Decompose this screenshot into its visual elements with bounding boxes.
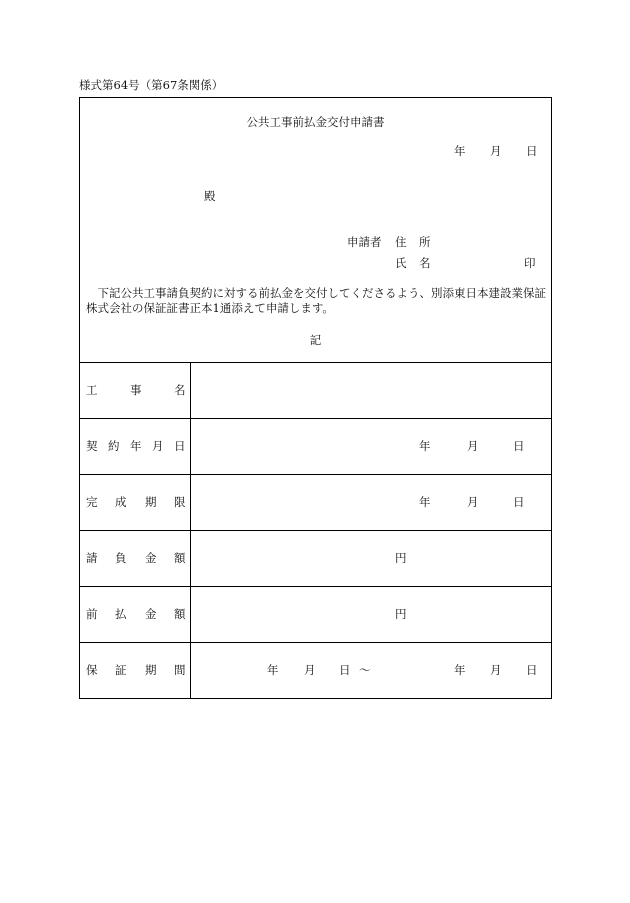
guarantee-start-year-unit: 年	[267, 663, 279, 677]
row-divider	[80, 530, 551, 531]
form-number: 様式第64号（第67条関係）	[79, 78, 224, 92]
date-month-label: 月	[490, 144, 502, 158]
completion-year-unit: 年	[419, 495, 431, 509]
applicant-label: 申請者	[347, 235, 382, 249]
completion-month-unit: 月	[467, 495, 479, 509]
ki-heading: 記	[309, 333, 322, 347]
contract-amount-yen-unit: 円	[395, 551, 407, 565]
guarantee-end-day-unit: 日	[526, 663, 538, 677]
name-label-char: 氏	[395, 256, 407, 270]
address-label-char: 住	[395, 235, 407, 249]
contract-year-unit: 年	[419, 439, 431, 453]
address-label-char: 所	[419, 235, 431, 249]
application-form-frame: 公共工事前払金交付申請書 年 月 日 殿 申請者 住 所 氏 名 印 下記公共工事請負契約に対する前払金を交付してくださるよう、別添東日本建設業保証株式会社の保証証書正本1通添えて申請します。 記 工 事 名 契 約 年 月 日 年 月 日 完 成 期 限 年 月 日 請 負 金 額 円 前 払 金 額 円 保 証 期 間 年 月 日 〜 年 月 日	[79, 97, 552, 699]
date-day-label: 日	[526, 144, 538, 158]
guarantee-end-month-unit: 月	[490, 663, 502, 677]
date-year-label: 年	[454, 144, 466, 158]
completion-day-unit: 日	[513, 495, 525, 509]
table-top-border	[80, 362, 551, 363]
application-body-text: 下記公共工事請負契約に対する前払金を交付してくださるよう、別添東日本建設業保証株式会社の保証証書正本1通添えて申請します。	[86, 286, 546, 315]
guarantee-start-day-unit: 日	[339, 663, 351, 677]
guarantee-end-year-unit: 年	[454, 663, 466, 677]
row-divider	[80, 586, 551, 587]
row-divider	[80, 642, 551, 643]
contract-day-unit: 日	[513, 439, 525, 453]
guarantee-start-month-unit: 月	[304, 663, 316, 677]
document-title: 公共工事前払金交付申請書	[246, 115, 385, 129]
guarantee-range-separator: 〜	[359, 663, 371, 677]
column-divider	[190, 362, 191, 698]
row-divider	[80, 474, 551, 475]
name-label-char: 名	[419, 256, 431, 270]
addressee-suffix: 殿	[204, 189, 216, 203]
row-divider	[80, 418, 551, 419]
advance-amount-yen-unit: 円	[395, 607, 407, 621]
contract-month-unit: 月	[467, 439, 479, 453]
seal-mark: 印	[524, 256, 536, 270]
